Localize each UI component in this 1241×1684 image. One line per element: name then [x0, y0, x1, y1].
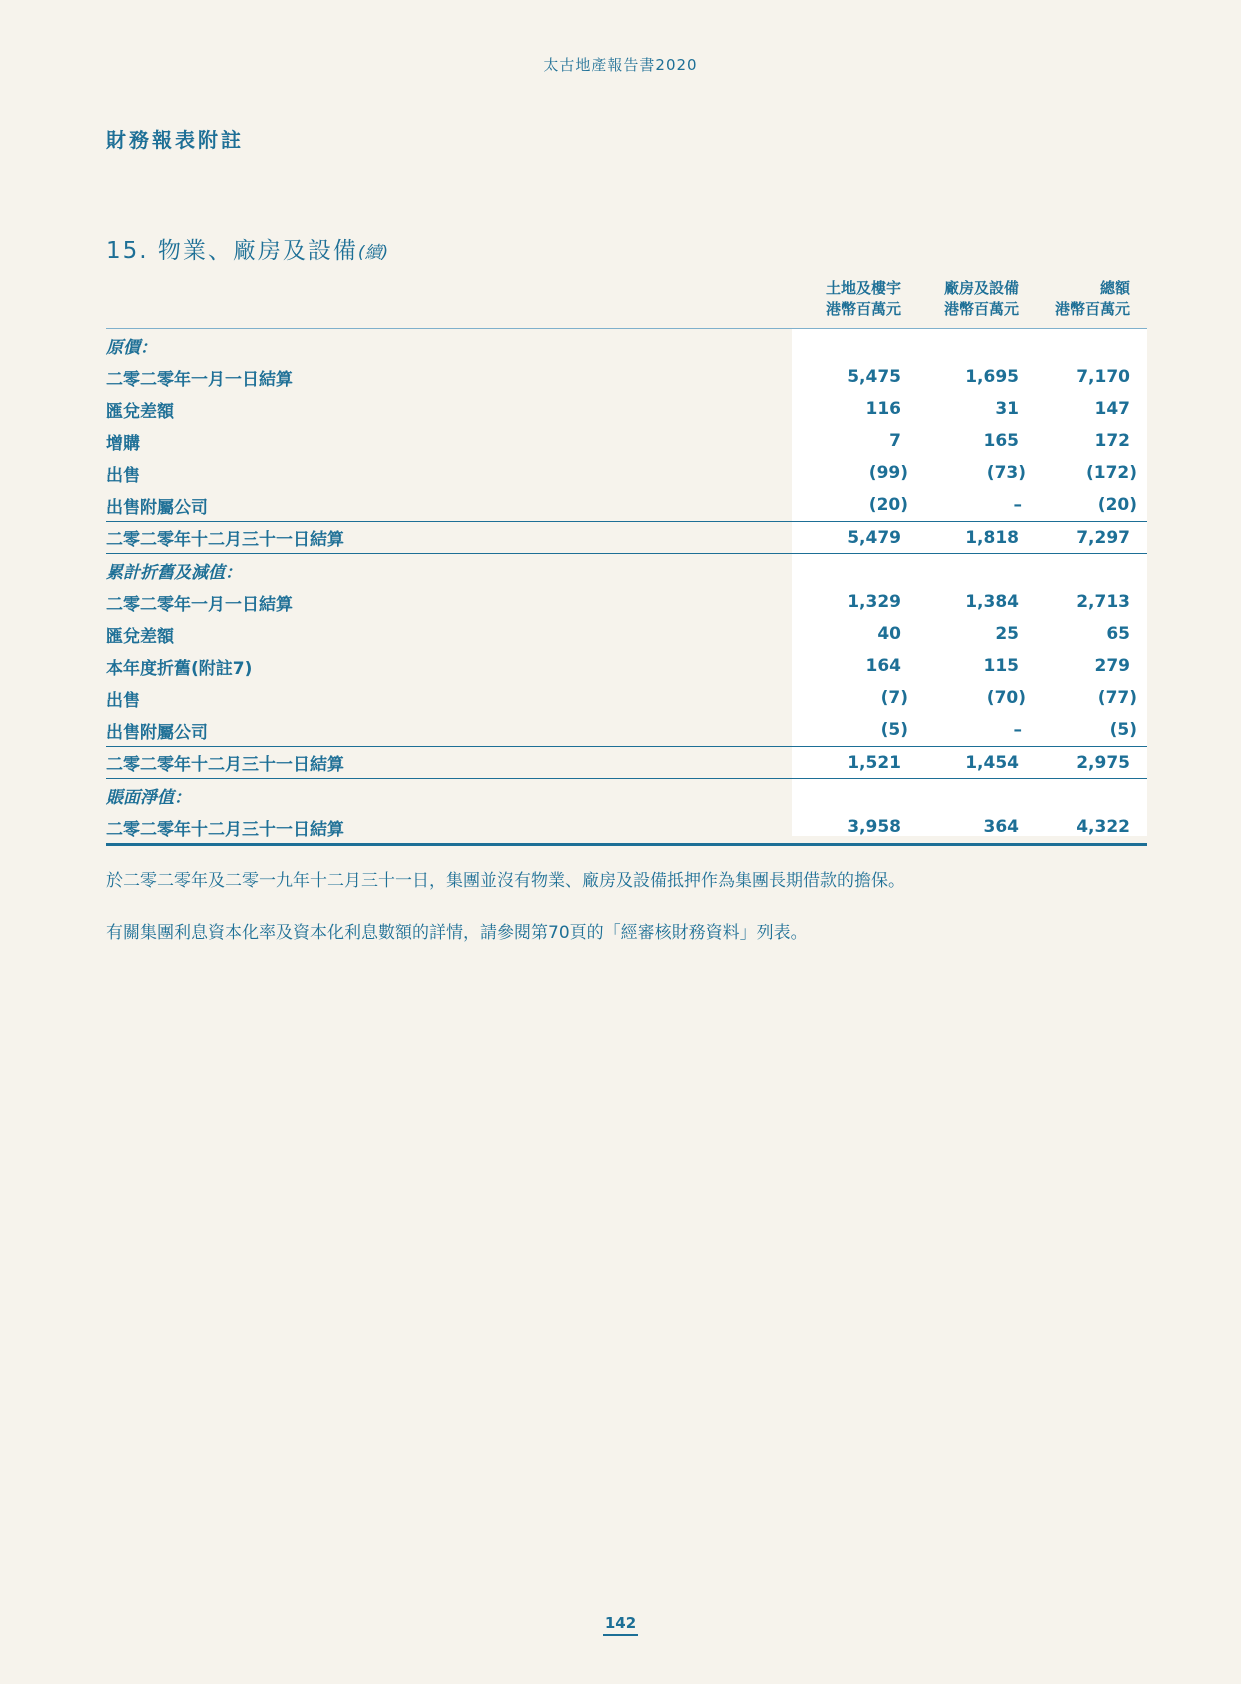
row-label: 二零二零年一月一日結算: [106, 594, 293, 615]
table-body: [106, 329, 1147, 846]
value-cell: (77): [1097, 688, 1137, 708]
section-label: 原價：: [106, 337, 157, 358]
value-cell: 2,975: [1076, 752, 1130, 773]
value-cell: 5,475: [847, 367, 901, 387]
value-cell: 40: [877, 624, 901, 644]
table-section-row: [106, 329, 1147, 361]
value-cell: (7): [880, 688, 908, 708]
capitalisation-note-paragraph: 有關集團利息資本化率及資本化利息數額的詳情，請參閱第70頁的「經審核財務資料」列表。: [106, 923, 808, 943]
column-header-unit: 港幣百萬元: [1054, 300, 1130, 318]
table-row: [106, 618, 1147, 650]
table-total-row: [106, 521, 1147, 554]
column-header-plant-equipment: [910, 278, 1028, 320]
column-header-total: [1028, 278, 1147, 320]
section-label: 賬面淨值：: [106, 787, 191, 808]
pledge-note-paragraph: 於二零二零年及二零一九年十二月三十一日，集團並沒有物業、廠房及設備抵押作為集團長期借款的擔保。: [106, 871, 905, 891]
table-row: [106, 393, 1147, 425]
row-label: 增購: [106, 433, 140, 454]
table-row: [106, 586, 1147, 618]
value-cell: 5,479: [847, 527, 901, 548]
value-cell: (5): [880, 720, 908, 740]
value-cell: 1,384: [965, 592, 1019, 612]
row-label: 匯兌差額: [106, 626, 174, 647]
page-number-text: 142: [603, 1614, 638, 1636]
table-row: [106, 361, 1147, 393]
value-cell: (5): [1109, 720, 1137, 740]
value-cell: 2,713: [1076, 592, 1130, 612]
note-heading: [106, 232, 388, 265]
table-row: [106, 714, 1147, 746]
row-label: 出售附屬公司: [106, 497, 208, 518]
value-cell: 3,958: [847, 817, 901, 837]
value-cell: 165: [983, 431, 1019, 451]
value-cell: 116: [865, 399, 901, 419]
table-row: [106, 425, 1147, 457]
value-cell: 7: [889, 431, 901, 451]
running-header: 太古地產報告書2020: [543, 56, 698, 74]
column-header-title: 廠房及設備: [943, 279, 1019, 297]
value-cell: 7,170: [1076, 367, 1130, 387]
value-cell: 65: [1106, 624, 1130, 644]
value-cell: 115: [983, 656, 1019, 676]
value-cell: 364: [983, 817, 1019, 837]
page-number: [0, 1614, 1241, 1632]
column-header-title: 總額: [1099, 279, 1130, 297]
value-cell: 4,322: [1076, 817, 1130, 837]
row-label: 出售: [106, 465, 140, 486]
row-label: 二零二零年一月一日結算: [106, 369, 293, 390]
section-label: 累計折舊及減值：: [106, 562, 242, 583]
value-cell: 1,818: [965, 527, 1019, 548]
value-cell: 1,695: [965, 367, 1019, 387]
value-cell: 164: [865, 656, 901, 676]
value-cell: –: [1013, 720, 1022, 740]
table-row: [106, 650, 1147, 682]
value-cell: (70): [986, 688, 1026, 708]
table-total-row: [106, 746, 1147, 779]
value-cell: 31: [995, 399, 1019, 419]
column-header-title: 土地及樓宇: [825, 279, 901, 297]
table-section-row: [106, 779, 1147, 811]
table-section-row: [106, 554, 1147, 586]
row-label: 匯兌差額: [106, 401, 174, 422]
value-cell: 7,297: [1076, 527, 1130, 548]
table-total-row: [106, 811, 1147, 846]
column-header-land-buildings: [792, 278, 910, 320]
note-heading-text: 15. 物業、廠房及設備: [106, 238, 358, 264]
row-label: 二零二零年十二月三十一日結算: [106, 755, 344, 775]
value-cell: 279: [1094, 656, 1130, 676]
value-cell: (73): [986, 463, 1026, 483]
row-label: 出售: [106, 690, 140, 711]
value-cell: 1,454: [965, 752, 1019, 773]
value-cell: 147: [1094, 399, 1130, 419]
value-cell: (20): [868, 495, 908, 515]
note-continued-label: (續): [357, 243, 389, 263]
value-cell: –: [1013, 495, 1022, 515]
row-label: 出售附屬公司: [106, 722, 208, 743]
value-cell: 1,329: [847, 592, 901, 612]
column-header-unit: 港幣百萬元: [825, 300, 901, 318]
value-cell: 1,521: [847, 752, 901, 773]
value-cell: 172: [1094, 431, 1130, 451]
value-cell: 25: [995, 624, 1019, 644]
financial-table: [106, 278, 1147, 846]
row-label: 二零二零年十二月三十一日結算: [106, 819, 344, 840]
table-row: [106, 457, 1147, 489]
value-cell: (20): [1097, 495, 1137, 515]
table-row: [106, 682, 1147, 714]
section-title: 財務報表附註: [106, 128, 244, 152]
column-header-unit: 港幣百萬元: [943, 300, 1019, 318]
table-row: [106, 489, 1147, 521]
value-cell: (172): [1085, 463, 1137, 483]
row-label: 二零二零年十二月三十一日結算: [106, 530, 344, 550]
row-label: 本年度折舊(附註7): [106, 658, 253, 679]
value-cell: (99): [868, 463, 908, 483]
table-header-row: [106, 278, 1147, 329]
